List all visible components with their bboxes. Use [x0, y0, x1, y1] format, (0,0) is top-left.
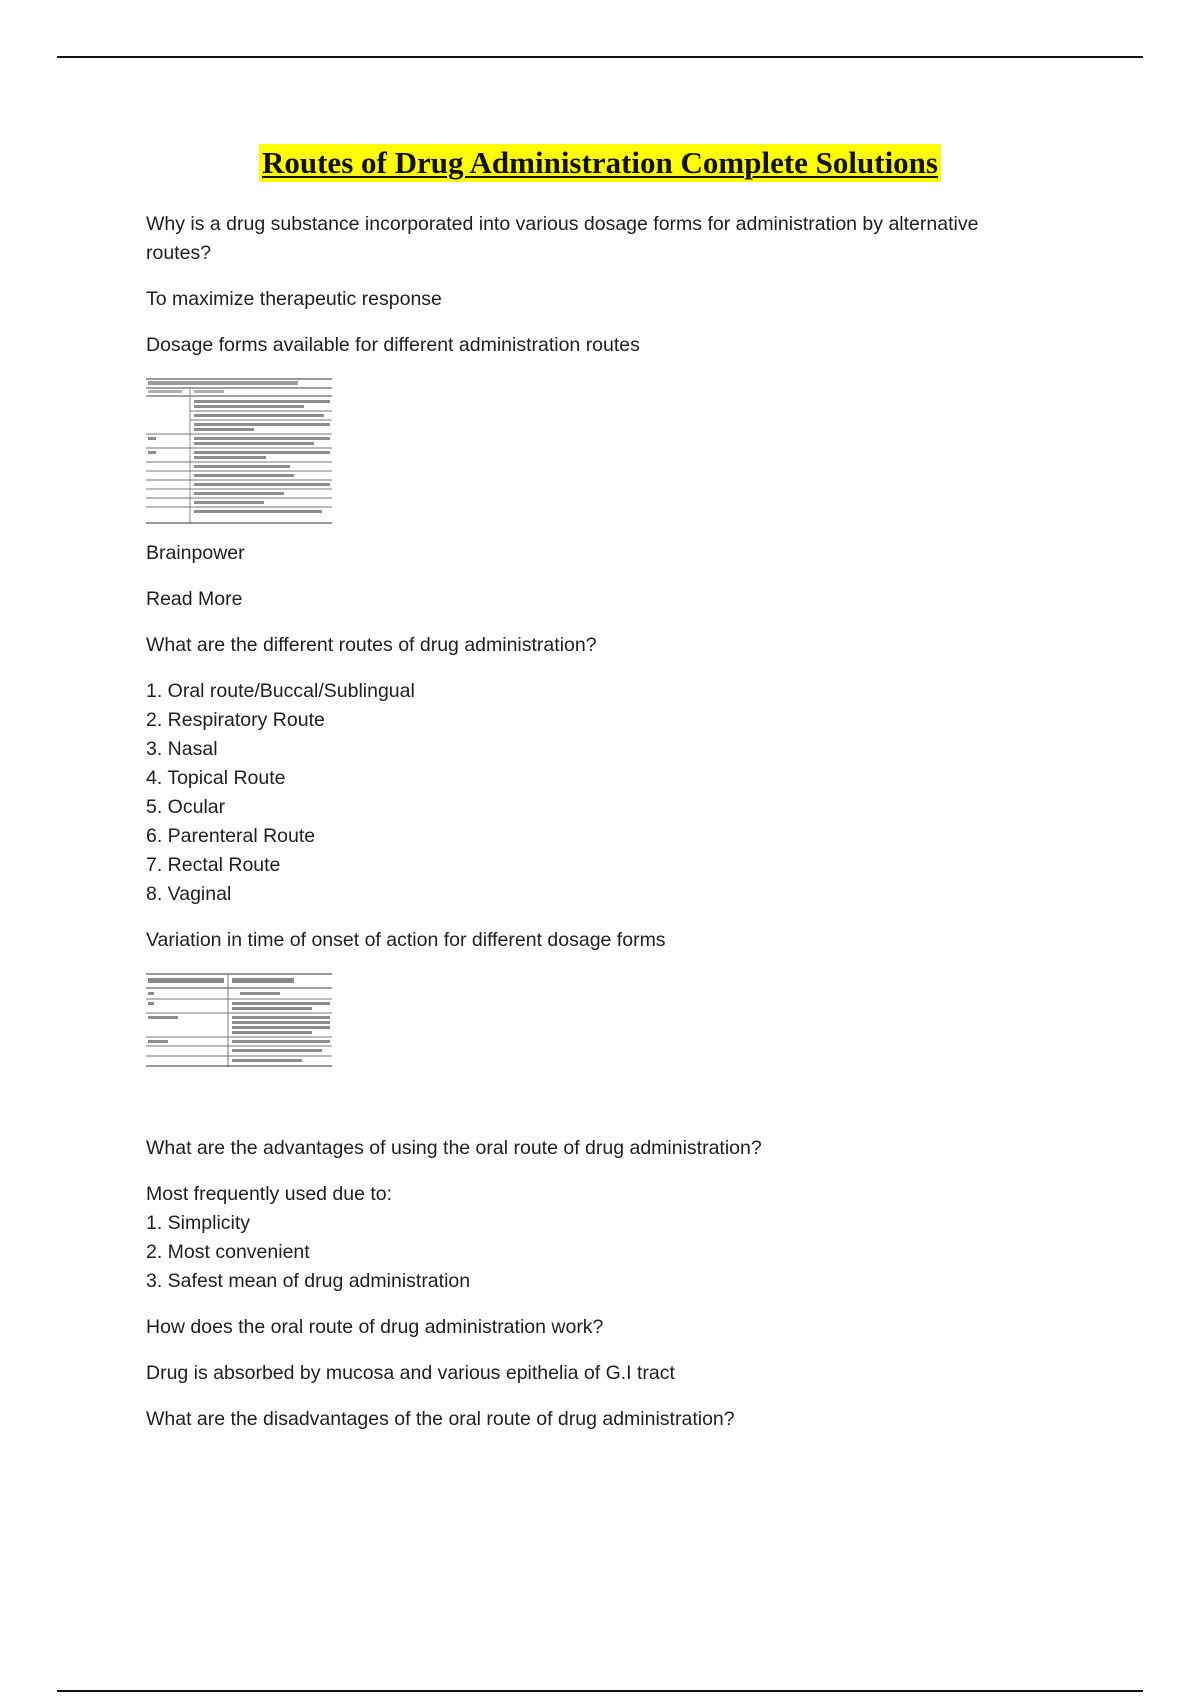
page-bottom-rule — [57, 1690, 1143, 1692]
question-routes: What are the different routes of drug administration? — [146, 634, 597, 656]
list-item: 6. Parenteral Route — [146, 825, 316, 847]
advantages-intro: Most frequently used due to: — [146, 1183, 393, 1205]
list-item: 4. Topical Route — [146, 767, 286, 789]
question-oral-disadvantages: What are the disadvantages of the oral route of drug administration? — [146, 1408, 735, 1430]
list-item: 1. Oral route/Buccal/Sublingual — [146, 680, 415, 702]
list-item: 7. Rectal Route — [146, 854, 281, 876]
page-top-rule — [57, 56, 1143, 58]
advantages-list — [146, 1180, 1046, 1296]
list-item: 2. Respiratory Route — [146, 709, 325, 731]
onset-of-action-table-image — [146, 972, 1046, 1120]
link-read-more[interactable]: Read More — [146, 588, 243, 610]
list-item: 8. Vaginal — [146, 883, 232, 905]
list-item: 5. Ocular — [146, 796, 226, 818]
question-dosage-forms-purpose: Why is a drug substance incorporated into various dosage forms for administration by alternative routes? — [146, 213, 979, 264]
document-body — [146, 210, 1046, 1451]
document-title: Routes of Drug Administration Complete Solutions — [259, 144, 941, 182]
list-item: 3. Nasal — [146, 738, 218, 760]
question-oral-advantages: What are the advantages of using the oral route of drug administration? — [146, 1137, 762, 1159]
list-item: 2. Most convenient — [146, 1241, 310, 1263]
title-container — [0, 144, 1200, 182]
dosage-forms-table-image — [146, 377, 1046, 525]
question-oral-mechanism: How does the oral route of drug administration work? — [146, 1316, 604, 1338]
link-brainpower[interactable]: Brainpower — [146, 542, 245, 564]
heading-dosage-forms-table: Dosage forms available for different administration routes — [146, 334, 640, 356]
list-item: 3. Safest mean of drug administration — [146, 1270, 471, 1292]
routes-list — [146, 677, 1046, 909]
answer-dosage-forms-purpose: To maximize therapeutic response — [146, 288, 442, 310]
answer-oral-mechanism: Drug is absorbed by mucosa and various epithelia of G.I tract — [146, 1362, 675, 1384]
heading-onset-table: Variation in time of onset of action for different dosage forms — [146, 929, 666, 951]
list-item: 1. Simplicity — [146, 1212, 251, 1234]
